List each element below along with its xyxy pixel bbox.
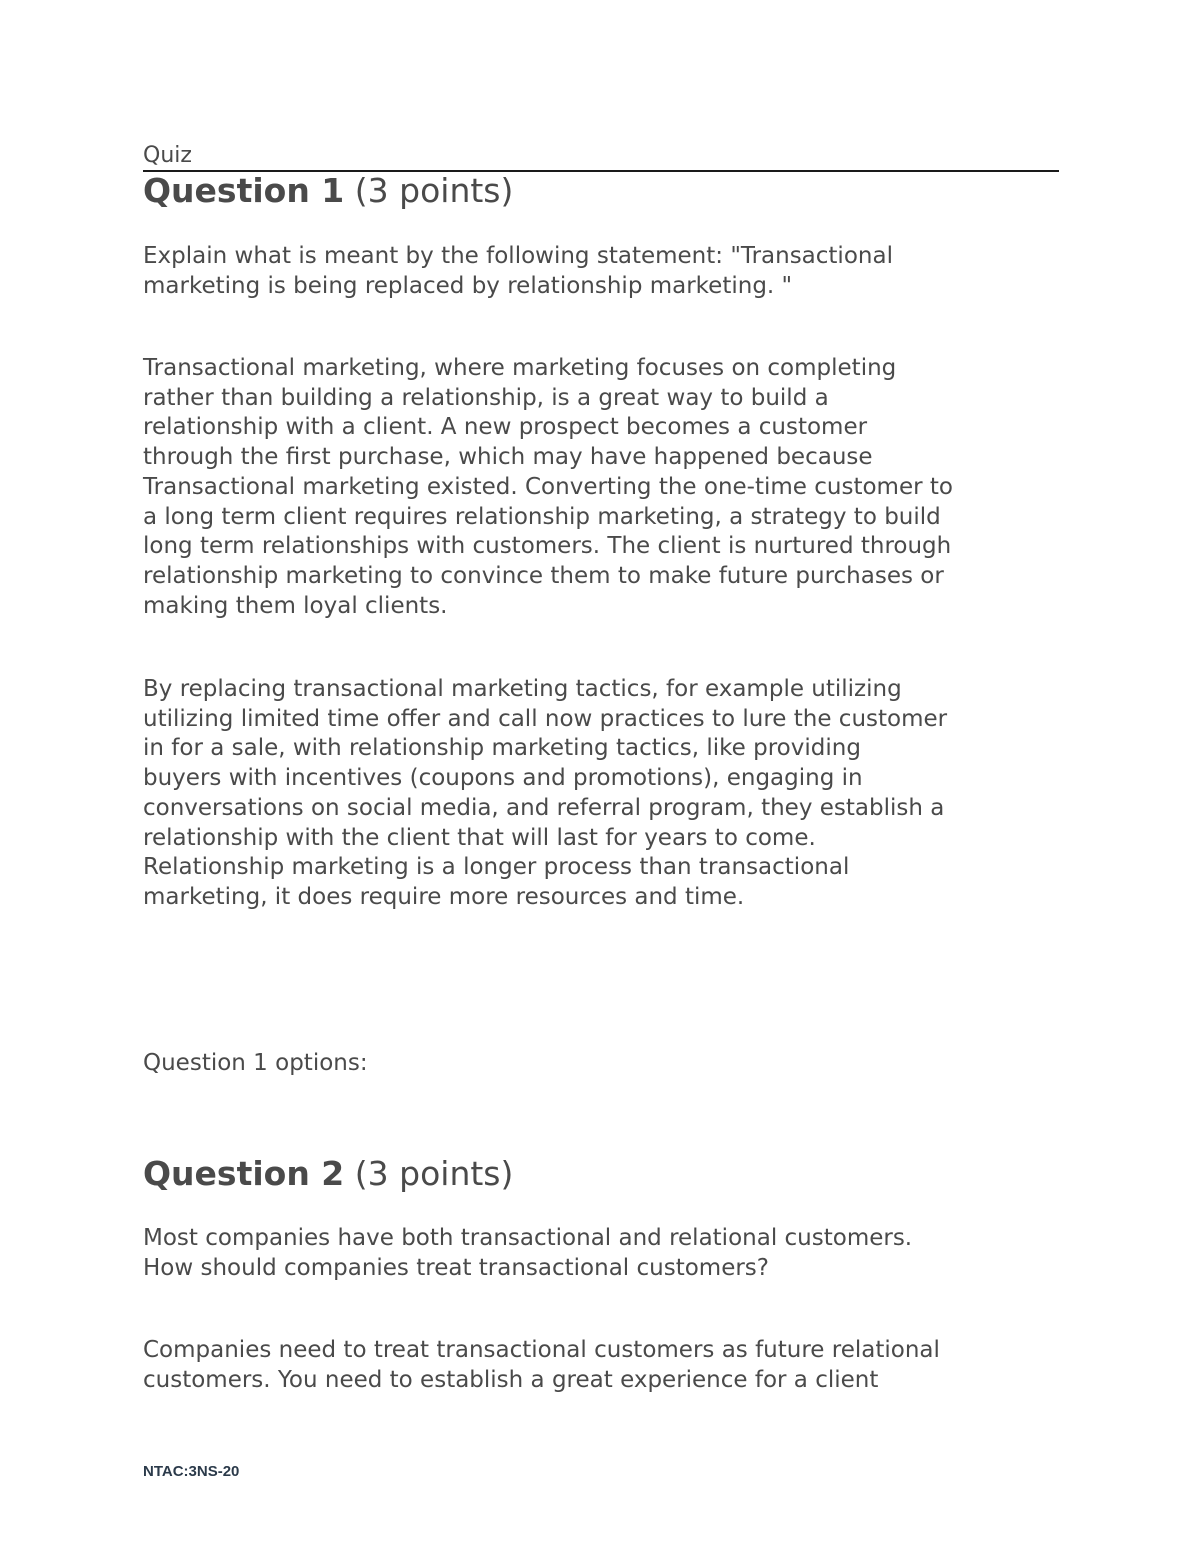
question-1-answer-paragraph-2 — [143, 675, 1059, 913]
prompt-line: Explain what is meant by the following statement: "Transactional — [143, 243, 893, 269]
question-2-points: (3 points) — [354, 1154, 514, 1193]
answer-line: long term relationships with customers. The client is nurtured through — [143, 533, 952, 560]
answer-line: Transactional marketing existed. Converting the one-time customer to — [143, 473, 953, 500]
answer-line: a long term client requires relationship marketing, a strategy to build — [143, 503, 941, 530]
document-header — [143, 142, 1059, 172]
question-2-title: Question 2 — [143, 1154, 345, 1193]
question-1-answer-paragraph-1 — [143, 354, 1059, 621]
answer-line: Companies need to treat transactional customers as future relational — [143, 1337, 940, 1363]
question-1-options-label — [143, 1049, 1059, 1079]
answer-line: By replacing transactional marketing tactics, for example utilizing — [143, 676, 902, 702]
answer-line: buyers with incentives (coupons and promotions), engaging in — [143, 765, 863, 792]
answer-line: marketing, it does require more resources and time. — [143, 883, 745, 910]
answer-line: relationship with a client. A new prospect becomes a customer — [143, 414, 868, 441]
answer-line: Transactional marketing, where marketing focuses on completing — [143, 355, 897, 381]
question-1-prompt — [143, 242, 1059, 301]
question-2-heading — [143, 1154, 513, 1194]
answer-line: in for a sale, with relationship marketing tactics, like providing — [143, 735, 861, 762]
answer-line: rather than building a relationship, is a great way to build a — [143, 384, 829, 411]
answer-line: relationship with the client that will last for years to come. — [143, 824, 816, 851]
question-1-title: Question 1 — [143, 171, 345, 210]
answer-line: conversations on social media, and referral program, they establish a — [143, 794, 945, 821]
document-page — [143, 0, 1059, 1553]
header-title: Quiz — [143, 143, 192, 168]
answer-line: through the first purchase, which may have happened because — [143, 444, 873, 471]
answer-line: customers. You need to establish a great experience for a client — [143, 1366, 879, 1393]
prompt-line: Most companies have both transactional and relational customers. — [143, 1225, 913, 1251]
question-1-heading — [143, 171, 513, 211]
question-2-prompt — [143, 1224, 1059, 1283]
prompt-line: marketing is being replaced by relationship marketing. " — [143, 272, 793, 299]
prompt-line: How should companies treat transactional customers? — [143, 1254, 769, 1281]
answer-line: utilizing limited time offer and call now practices to lure the customer — [143, 705, 948, 732]
footer-code: NTAC:3NS-20 — [143, 1463, 240, 1480]
answer-line: making them loyal clients. — [143, 592, 448, 619]
answer-line: Relationship marketing is a longer process than transactional — [143, 854, 850, 881]
options-label: Question 1 options: — [143, 1050, 368, 1076]
answer-line: relationship marketing to convince them to make future purchases or — [143, 562, 944, 589]
question-1-points: (3 points) — [354, 171, 514, 210]
question-2-answer-paragraph-1 — [143, 1336, 1059, 1395]
